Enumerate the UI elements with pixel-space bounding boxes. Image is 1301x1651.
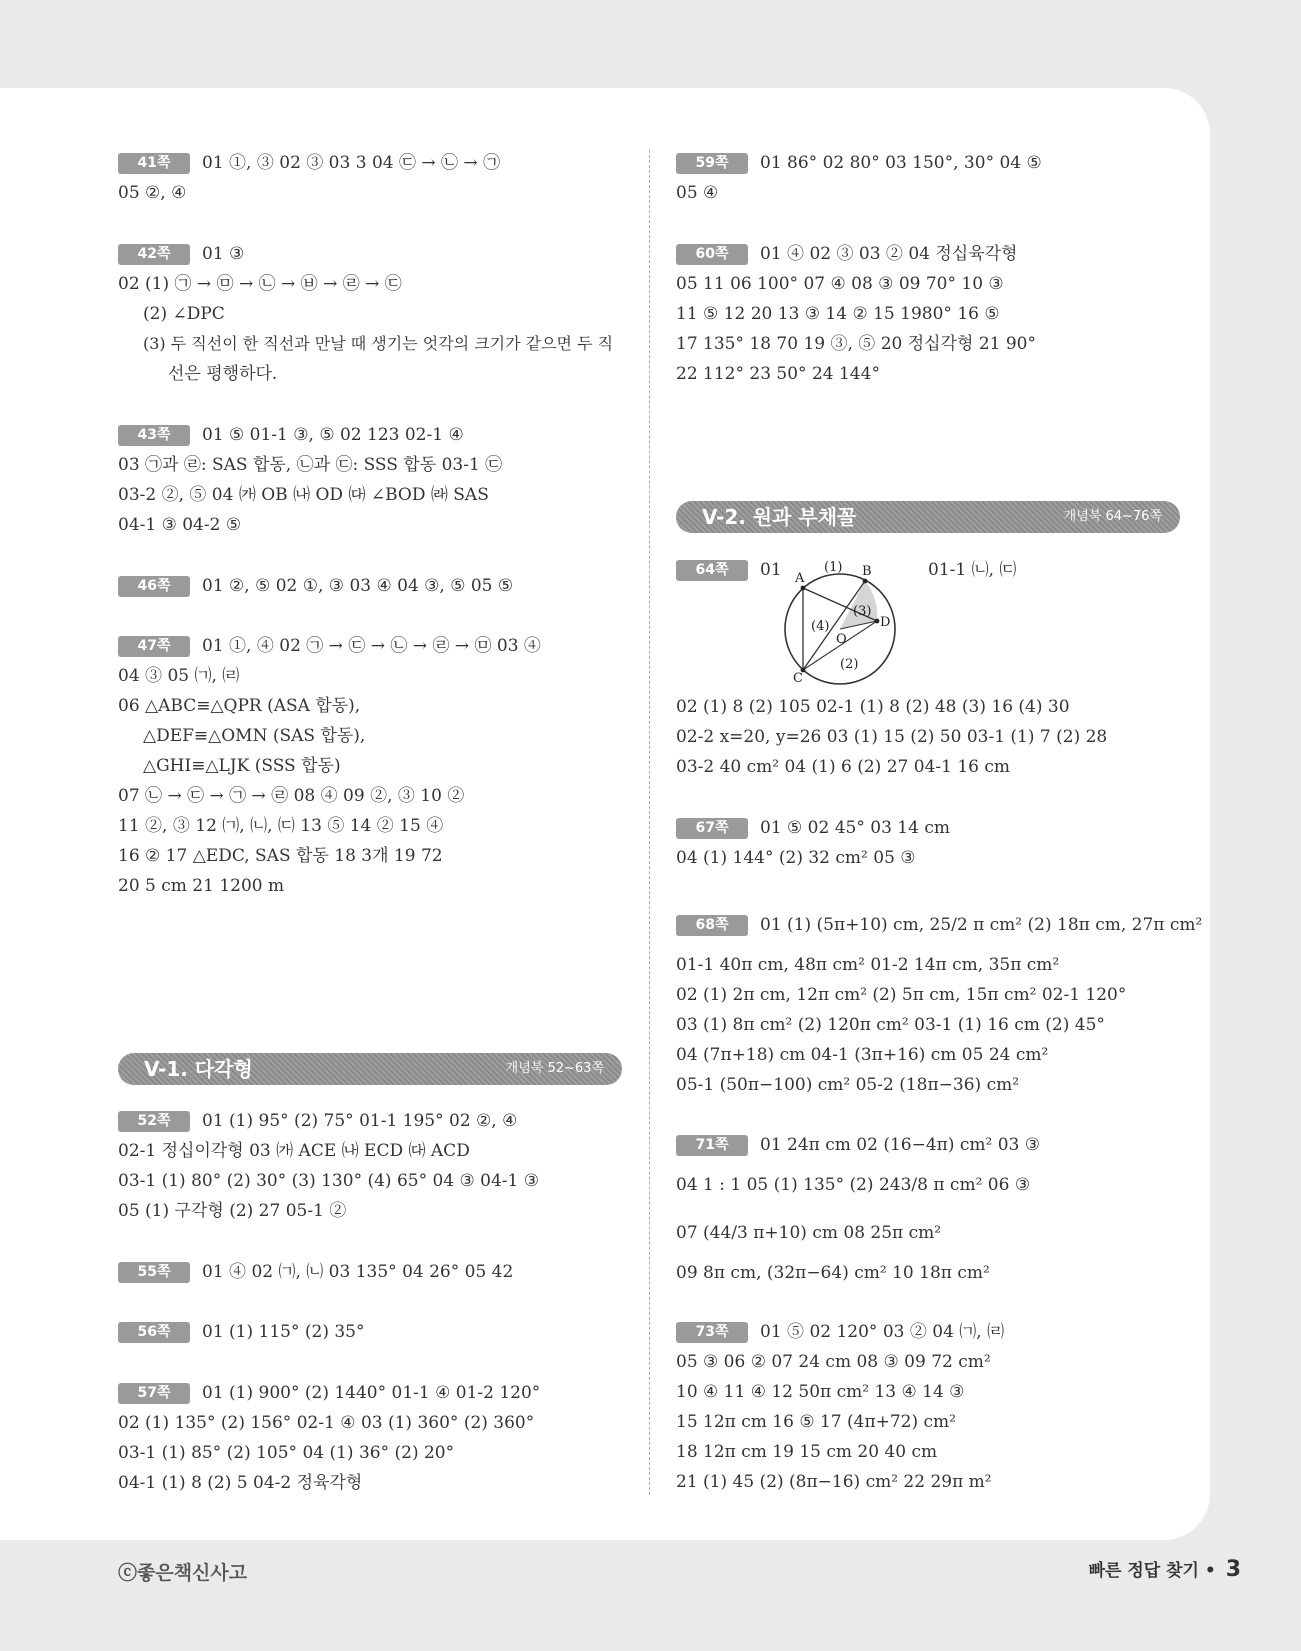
answer-line: (3) 두 직선이 한 직선과 만날 때 생기는 엇각의 크기가 같으면 두 직: [143, 334, 614, 353]
answer-line: 21 (1) 45 (2) (8π−16) cm² 22 29π m²: [676, 1472, 992, 1492]
label-c: C: [793, 671, 803, 685]
answer-line: 01 (1) 95° (2) 75° 01-1 195° 02 ②, ④: [202, 1111, 518, 1131]
answer-line: 01 ⑤ 02 45° 03 14 cm: [760, 818, 950, 838]
answer-line: 04-1 (1) 8 (2) 5 04-2 정육각형: [118, 1473, 363, 1493]
label-n3: (3): [853, 604, 872, 619]
answer-line: 11 ⑤ 12 20 13 ③ 14 ② 15 1980° 16 ⑤: [676, 304, 1000, 324]
label-o: O: [836, 632, 847, 647]
answer-line: 01 ②, ⑤ 02 ①, ③ 03 ④ 04 ③, ⑤ 05 ⑤: [202, 576, 514, 596]
answer-line: 01 (1) 900° (2) 1440° 01-1 ④ 01-2 120°: [202, 1383, 541, 1403]
page-tag-71: 71쪽: [676, 1135, 748, 1156]
point-b: [863, 579, 868, 584]
answer-line: 05 11 06 100° 07 ④ 08 ③ 09 70° 10 ③: [676, 274, 1004, 294]
answer-line: 22 112° 23 50° 24 144°: [676, 364, 880, 384]
answer-line: 04 (1) 144° (2) 32 cm² 05 ③: [676, 848, 916, 868]
answer-line: 03 ㉠과 ㉣: SAS 합동, ㉡과 ㉢: SSS 합동 03-1 ㉢: [118, 455, 503, 475]
answer-line: 01 ④ 02 ㈀, ㈁ 03 135° 04 26° 05 42: [202, 1262, 514, 1282]
publisher-logo: ⓒ좋은책신사고: [118, 1562, 248, 1584]
page-tag-56: 56쪽: [118, 1322, 190, 1343]
answer-line: △GHI≡△LJK (SSS 합동): [143, 756, 341, 776]
page-tag-52: 52쪽: [118, 1111, 190, 1132]
answer-line: 04 ③ 05 ㈀, ㈃: [118, 666, 240, 686]
answer-line: 04-1 ③ 04-2 ⑤: [118, 515, 242, 535]
page-tag-67: 67쪽: [676, 818, 748, 839]
page-tag-55: 55쪽: [118, 1262, 190, 1283]
section-reference: 개념북 64~76쪽: [1063, 509, 1162, 524]
page-tag-46: 46쪽: [118, 576, 190, 597]
answer-line: 05 ④: [676, 183, 719, 203]
answer-line: 01 ⑤ 02 120° 03 ② 04 ㈀, ㈃: [760, 1322, 1005, 1342]
answer-line: 02-2 x=20, y=26 03 (1) 15 (2) 50 03-1 (1) 7 (2) 28: [676, 727, 1108, 747]
answer-line: 02 (1) 8 (2) 105 02-1 (1) 8 (2) 48 (3) 16 (4) 30: [676, 697, 1070, 717]
page-tag-42: 42쪽: [118, 244, 190, 265]
answer-line: 05-1 (50π−100) cm² 05-2 (18π−36) cm²: [676, 1075, 1020, 1095]
answer-line: 05 ③ 06 ② 07 24 cm 08 ③ 09 72 cm²: [676, 1352, 991, 1372]
answer-line: 05 ②, ④: [118, 183, 187, 203]
label-n2: (2): [840, 657, 859, 672]
footer-label: 빠른 정답 찾기 •: [1088, 1561, 1216, 1581]
section-header-v2: [676, 501, 1180, 533]
answer-line: 03-1 (1) 85° (2) 105° 04 (1) 36° (2) 20°: [118, 1443, 455, 1463]
answer-line: 01 ③: [202, 244, 245, 264]
answer-line: 01-1 40π cm, 48π cm² 01-2 14π cm, 35π cm²: [676, 955, 1060, 975]
section-title: V-1. 다각형: [144, 1057, 253, 1081]
answer-line: 01 ①, ③ 02 ③ 03 3 04 ㉢ → ㉡ → ㉠: [202, 153, 501, 173]
label-b: B: [862, 564, 872, 579]
answer-line: 01 (1) (5π+10) cm, 25/2 π cm² (2) 18π cm, 27π cm²: [760, 915, 1203, 935]
answer-line: 09 8π cm, (32π−64) cm² 10 18π cm²: [676, 1263, 990, 1283]
section-reference: 개념북 52~63쪽: [505, 1061, 604, 1076]
column-separator: [649, 150, 650, 1495]
answer-line: 01 (1) 115° (2) 35°: [202, 1322, 365, 1342]
label-d: D: [880, 615, 891, 630]
circle-sector-figure: [763, 560, 933, 685]
point-a: [801, 586, 806, 591]
answer-line: 01 86° 02 80° 03 150°, 30° 04 ⑤: [760, 153, 1042, 173]
answer-line: 선은 평행하다.: [168, 364, 278, 384]
page-tag-43: 43쪽: [118, 425, 190, 446]
answer-line: 20 5 cm 21 1200 m: [118, 876, 285, 896]
answer-line: △DEF≡△OMN (SAS 합동),: [143, 726, 366, 746]
answer-line: 10 ④ 11 ④ 12 50π cm² 13 ④ 14 ③: [676, 1382, 965, 1402]
answer-line: 03 (1) 8π cm² (2) 120π cm² 03-1 (1) 16 cm (2) 45°: [676, 1015, 1105, 1035]
answer-line: 02-1 정십이각형 03 ㈎ ACE ㈏ ECD ㈐ ACD: [118, 1141, 470, 1161]
page-tag-64: 64쪽: [676, 560, 748, 581]
answer-line: 03-2 ②, ⑤ 04 ㈎ OB ㈏ OD ㈐ ∠BOD ㈑ SAS: [118, 485, 489, 505]
answer-line: 07 (44/3 π+10) cm 08 25π cm²: [676, 1223, 942, 1243]
label-n4: (4): [811, 619, 830, 634]
page-tag-57: 57쪽: [118, 1383, 190, 1404]
answer-line: 01 ⑤ 01-1 ③, ⑤ 02 123 02-1 ④: [202, 425, 464, 445]
label-a: A: [795, 571, 805, 586]
page-tag-68: 68쪽: [676, 915, 748, 936]
answer-line: 01 24π cm 02 (16−4π) cm² 03 ③: [760, 1135, 1040, 1155]
answer-line: (2) ∠DPC: [143, 304, 225, 324]
answer-line: 15 12π cm 16 ⑤ 17 (4π+72) cm²: [676, 1412, 956, 1432]
answer-line: 02 (1) ㉠ → ㉤ → ㉡ → ㉥ → ㉣ → ㉢: [118, 274, 402, 294]
section-header-v1: [118, 1053, 622, 1085]
answer-line: 11 ②, ③ 12 ㈀, ㈁, ㈂ 13 ⑤ 14 ② 15 ④: [118, 816, 444, 836]
page-tag-59: 59쪽: [676, 153, 748, 174]
label-n1: (1): [824, 560, 843, 575]
answer-line: 01 ④ 02 ③ 03 ② 04 정십육각형: [760, 244, 1018, 264]
answer-line: 18 12π cm 19 15 cm 20 40 cm: [676, 1442, 938, 1462]
answer-line: 17 135° 18 70 19 ③, ⑤ 20 정십각형 21 90°: [676, 334, 1037, 354]
answer-line: 07 ㉡ → ㉢ → ㉠ → ㉣ 08 ④ 09 ②, ③ 10 ②: [118, 786, 465, 806]
answer-line: 03-2 40 cm² 04 (1) 6 (2) 27 04-1 16 cm: [676, 757, 1011, 777]
answer-line: 02 (1) 135° (2) 156° 02-1 ④ 03 (1) 360° (2) 360°: [118, 1413, 535, 1433]
page-tag-47: 47쪽: [118, 636, 190, 657]
page-tag-73: 73쪽: [676, 1322, 748, 1343]
page-tag-60: 60쪽: [676, 244, 748, 265]
point-d: [875, 619, 880, 624]
answer-line: 16 ② 17 △EDC, SAS 합동 18 3개 19 72: [118, 846, 443, 866]
answer-line: 06 △ABC≡△QPR (ASA 합동),: [118, 696, 361, 716]
page-number: 3: [1225, 1557, 1241, 1582]
answer-line: 01-1 ㈁, ㈂: [928, 560, 1017, 580]
footer-page-label: [1089, 1556, 1241, 1582]
answer-line: 04 (7π+18) cm 04-1 (3π+16) cm 05 24 cm²: [676, 1045, 1049, 1065]
answer-line: 01: [760, 560, 782, 580]
answer-line: 01 ①, ④ 02 ㉠ → ㉢ → ㉡ → ㉣ → ㉤ 03 ④: [202, 636, 541, 656]
answer-line: 05 (1) 구각형 (2) 27 05-1 ②: [118, 1201, 347, 1221]
page-tag-41: 41쪽: [118, 153, 190, 174]
answer-line: 04 1 : 1 05 (1) 135° (2) 243/8 π cm² 06 ③: [676, 1175, 1031, 1195]
answer-line: 02 (1) 2π cm, 12π cm² (2) 5π cm, 15π cm² 02-1 120°: [676, 985, 1127, 1005]
section-title: V-2. 원과 부채꼴: [702, 505, 857, 529]
answer-line: 03-1 (1) 80° (2) 30° (3) 130° (4) 65° 04 ③ 04-1 ③: [118, 1171, 540, 1191]
